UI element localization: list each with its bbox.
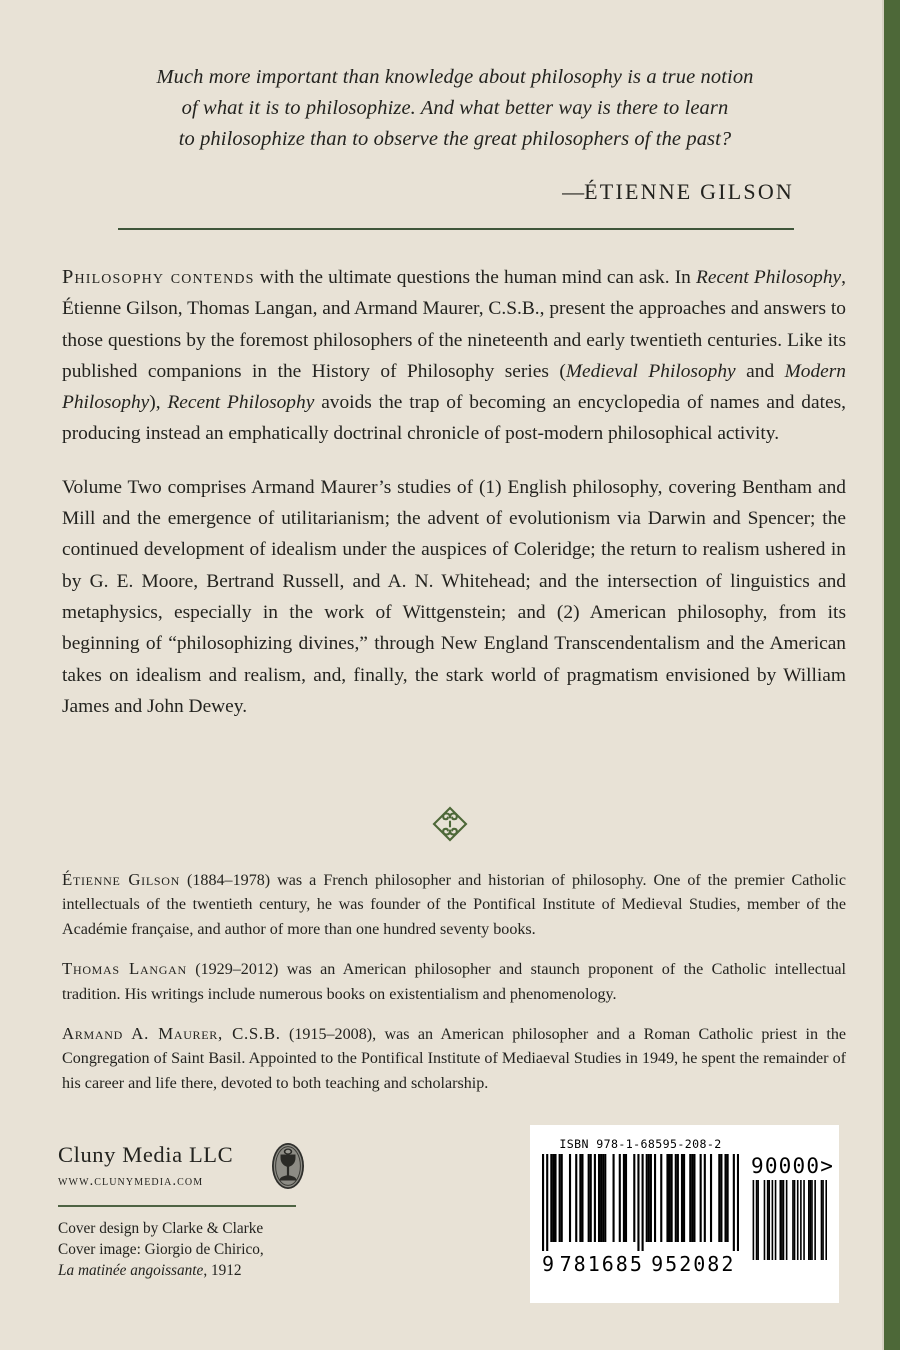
- p1-italic-recent-philosophy-2: Recent Philosophy: [167, 392, 315, 414]
- pull-quote-line-2: of what it is to philosophize. And what better way is there to learn: [181, 97, 729, 119]
- ean13-digits: [542, 1252, 739, 1276]
- barcode-bars-wrapper: [542, 1154, 835, 1276]
- cover-design-credit: Cover design by Clarke & Clarke: [58, 1220, 264, 1238]
- description-block: [62, 262, 846, 722]
- bio-gilson-name: Étienne Gilson: [62, 870, 180, 889]
- bio-maurer-name: Armand A. Maurer, C.S.B.: [62, 1024, 281, 1044]
- section-ornament: [0, 802, 900, 846]
- ean-right-digits: 952082: [651, 1252, 736, 1276]
- p1-part-3: and: [735, 360, 785, 382]
- pull-quote-block: [110, 62, 800, 205]
- cover-image-title-line: [58, 1260, 308, 1281]
- publisher-divider-rule: [58, 1205, 296, 1207]
- p1-part-1: with the ultimate questions the human mind can ask. In: [254, 267, 697, 288]
- description-paragraph-2: Volume Two comprises Armand Maurer’s studies of (1) English philosophy, covering Bentham and Mill and the emergence of utilitarianism; the advent of evolutionism via Darwin and Spencer; the continued development of idealism under the auspices of Coleridge; the return to realism ushered in by G. E. Moore, Bertrand Russell, and A. N. Whitehead; and the intersection of linguistics and metaphysics, especially in the work of Wittgenstein; and (2) American philosophy, from its beginning of “philosophizing divines,” through New England Transcendentalism and the American takes on idealism and realism, and, finally, the stark world of pragmatism envisioned by William James and John Dewey.: [62, 476, 846, 717]
- publisher-row: [58, 1140, 308, 1192]
- ean5-addon-group: [751, 1154, 834, 1260]
- publisher-names: [58, 1143, 233, 1189]
- publisher-url[interactable]: www.clunymedia.com: [58, 1172, 204, 1189]
- bio-langan-text: (1929–2012) was an American philosopher and staunch proponent of the Catholic intellectual tradition. His writings include numerous books on existentialism and phenomenology.: [62, 961, 847, 1003]
- ean-lead-digit: 9: [542, 1252, 555, 1276]
- isbn-barcode-box: [530, 1125, 839, 1303]
- cluny-chalice-seal-logo: [268, 1140, 308, 1192]
- p1-italic-modern-philosophy: Modern Philosophy: [62, 360, 847, 414]
- spine-green-strip: [884, 0, 900, 1350]
- author-bios-block: [62, 868, 846, 1096]
- publisher-name: Cluny Media LLC: [58, 1142, 234, 1168]
- p1-part-5: avoids the trap of becoming an encyclopedia of names and dates, producing instead an emphatically doctrinal chronicle of post-modern philosophical activity.: [62, 392, 846, 445]
- p1-part-4: ),: [149, 392, 168, 414]
- paragraph-lead-in: Philosophy contends: [62, 266, 255, 288]
- cover-credits: [58, 1218, 308, 1281]
- pull-quote-text: [110, 62, 800, 155]
- bio-gilson-text: (1884–1978) was a French philosopher and historian of philosophy. One of the premier Catholic intellectuals of the twentieth century, he was founder of the Pontifical Institute of Medieval Studies, member of the Académie française, and author of more than one hundred seventy books.: [62, 872, 846, 938]
- ean13-group: [542, 1154, 739, 1276]
- pull-quote-attribution: [110, 179, 800, 205]
- isbn-text: ISBN 978-1-68595-208-2: [559, 1137, 722, 1151]
- p1-italic-recent-philosophy: Recent Philosophy: [696, 267, 842, 288]
- description-paragraph-1: [62, 262, 846, 450]
- ean5-addon-value: 90000>: [751, 1154, 835, 1178]
- em-dash-glyph: —: [562, 179, 585, 204]
- quote-divider-rule: [118, 228, 794, 230]
- p1-part-2: , Étienne Gilson, Thomas Langan, and Armand Maurer, C.S.B., present the approaches and answers to those questions by the foremost philosophers of the nineteenth and early twentieth centuries. Like its published companions in the History of Philosophy series (: [62, 267, 846, 382]
- bio-langan-name: Thomas Langan: [62, 959, 187, 979]
- quatrefoil-diamond-ornament: [428, 802, 472, 846]
- cover-image-year: , 1912: [203, 1262, 242, 1280]
- bio-maurer-text: (1915–2008), was an American philosopher and a Roman Catholic priest in the Congregation of Saint Basil. Appointed to the Pontifical Institute of Mediaeval Studies in 1949, he spent the remainder of his career and life there, devoted to both teaching and scholarship.: [62, 1026, 847, 1092]
- bio-langan: [62, 957, 846, 1007]
- bio-gilson: [62, 868, 846, 942]
- pull-quote-line-3: to philosophize than to observe the great philosophers of the past?: [178, 128, 732, 150]
- cover-image-title: La matinée angoissante: [58, 1262, 204, 1280]
- ean-left-digits: 781685: [559, 1252, 644, 1276]
- ean5-addon-bars: [751, 1180, 827, 1260]
- pull-quote-author-name: ÉTIENNE GILSON: [584, 179, 794, 204]
- cover-image-credit: Cover image: Giorgio de Chirico,: [58, 1241, 264, 1259]
- ean13-bars: [542, 1154, 739, 1251]
- pull-quote-line-1: Much more important than knowledge about philosophy is a true notion: [156, 66, 754, 88]
- p1-italic-medieval-philosophy: Medieval Philosophy: [565, 360, 736, 382]
- bio-maurer: [62, 1022, 846, 1096]
- publisher-block: [58, 1140, 308, 1281]
